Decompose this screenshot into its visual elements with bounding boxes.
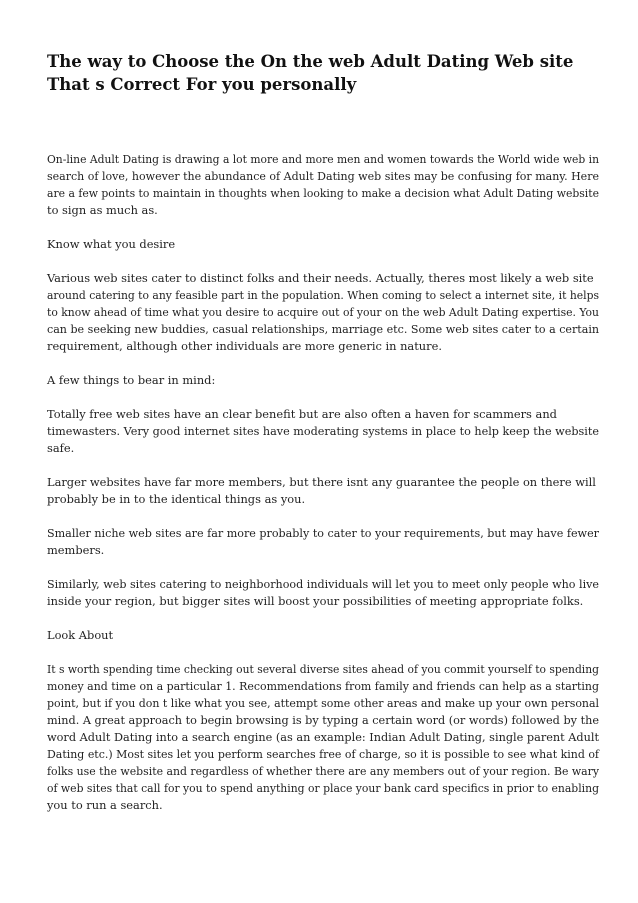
paragraph-line: Similarly, web sites catering to neighborhood individuals will let you to meet only people who live bbox=[47, 577, 599, 591]
paragraph-line: money and time on a particular 1. Recommendations from family and friends can help as a starting bbox=[47, 679, 599, 693]
paragraph bbox=[47, 576, 599, 610]
paragraph-line: mind. A great approach to begin browsing is by typing a certain word (or words) followed by the bbox=[47, 713, 599, 727]
paragraph-line: search of love, however the abundance of Adult Dating web sites may be confusing for many. Here bbox=[47, 169, 599, 183]
paragraph bbox=[47, 236, 599, 253]
paragraph bbox=[47, 525, 599, 559]
paragraph bbox=[47, 372, 599, 389]
paragraph-line: probably be in to the identical things as you. bbox=[47, 492, 306, 506]
paragraph-line: to sign as much as. bbox=[47, 203, 158, 217]
paragraph-line: On-line Adult Dating is drawing a lot more and more men and women towards the World wide web in bbox=[47, 152, 599, 166]
paragraph-line: word Adult Dating into a search engine (as an example: Indian Adult Dating, single parent Adult bbox=[47, 730, 599, 744]
paragraph-line: timewasters. Very good internet sites have moderating systems in place to help keep the website bbox=[47, 424, 599, 438]
paragraph-line: can be seeking new buddies, casual relationships, marriage etc. Some web sites cater to a certain bbox=[47, 322, 599, 336]
document-title bbox=[47, 50, 599, 96]
document-page bbox=[47, 50, 599, 831]
paragraph-line: Know what you desire bbox=[47, 237, 176, 251]
paragraph-line: Look About bbox=[47, 628, 114, 642]
paragraph-line: Dating etc.) Most sites let you perform searches free of charge, so it is possible to see what kind of bbox=[47, 747, 599, 761]
paragraph-line: members. bbox=[47, 543, 105, 557]
paragraph-line: of web sites that call for you to spend anything or place your bank card specifics in prior to enabling bbox=[47, 781, 599, 795]
paragraph-line: A few things to bear in mind: bbox=[47, 373, 216, 387]
paragraph bbox=[47, 270, 599, 355]
paragraph-line: Various web sites cater to distinct folks and their needs. Actually, theres most likely a web site bbox=[47, 271, 594, 285]
paragraph-line: you to run a search. bbox=[47, 798, 163, 812]
paragraph bbox=[47, 474, 599, 508]
paragraph bbox=[47, 627, 599, 644]
paragraph-line: Smaller niche web sites are far more probably to cater to your requirements, but may have fewer bbox=[47, 526, 599, 540]
paragraph-line: folks use the website and regardless of whether there are any members out of your region. Be wary bbox=[47, 764, 599, 778]
paragraph-line: are a few points to maintain in thoughts when looking to make a decision what Adult Dating website bbox=[47, 186, 599, 200]
paragraph-line: Totally free web sites have an clear benefit but are also often a haven for scammers and bbox=[47, 407, 557, 421]
paragraph-line: safe. bbox=[47, 441, 75, 455]
paragraph bbox=[47, 661, 599, 814]
paragraph-line: Larger websites have far more members, but there isnt any guarantee the people on there will bbox=[47, 475, 596, 489]
paragraph-line: It s worth spending time checking out several diverse sites ahead of you commit yourself to spending bbox=[47, 662, 599, 676]
paragraph-line: to know ahead of time what you desire to acquire out of your on the web Adult Dating expertise. You bbox=[47, 305, 599, 319]
paragraph-line: around catering to any feasible part in the population. When coming to select a internet site, it helps bbox=[47, 288, 599, 302]
paragraph-line: point, but if you don t like what you see, attempt some other areas and make up your own personal bbox=[47, 696, 599, 710]
paragraph bbox=[47, 151, 599, 219]
paragraph-line: inside your region, but bigger sites will boost your possibilities of meeting appropriate folks. bbox=[47, 594, 584, 608]
title-line: That s Correct For you personally bbox=[47, 75, 357, 94]
paragraph-line: requirement, although other individuals are more generic in nature. bbox=[47, 339, 442, 353]
document-body bbox=[47, 151, 599, 814]
paragraph bbox=[47, 406, 599, 457]
title-line: The way to Choose the On the web Adult Dating Web site bbox=[47, 52, 574, 71]
